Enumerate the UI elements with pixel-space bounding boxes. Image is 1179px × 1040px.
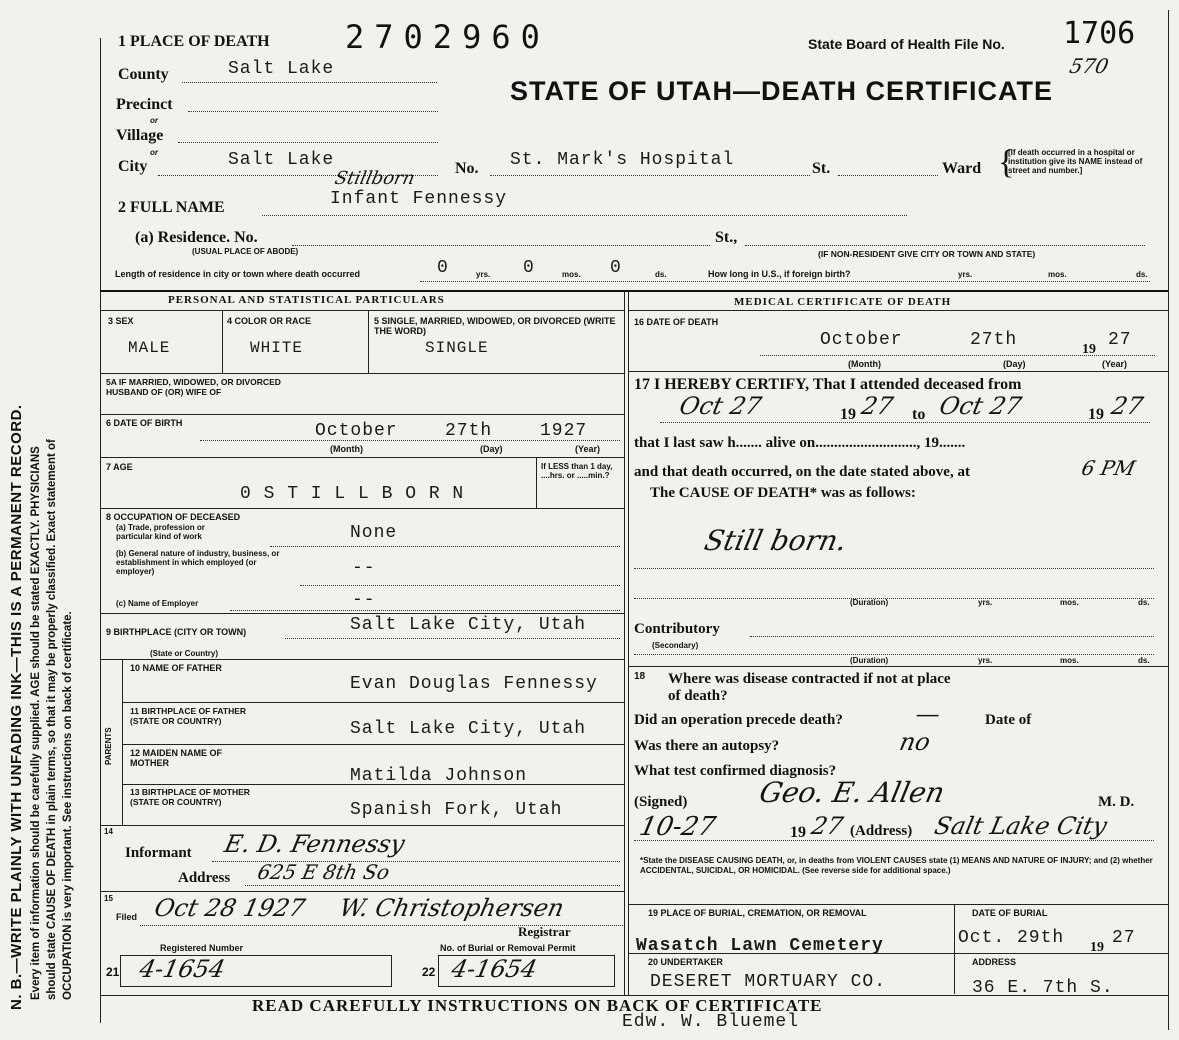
informant-address-label: Address (178, 870, 231, 886)
length-residence-label: Length of residence in city or town where death occurred (115, 269, 361, 279)
occupation-c-value: -- (352, 590, 376, 610)
burial-date-label: DATE OF BURIAL (972, 908, 1048, 918)
undertaker-name: DESERET MORTUARY CO. (650, 972, 887, 992)
informant-address: 625 E 8th So (255, 860, 392, 884)
certify-label: 17 I HEREBY CERTIFY, That I attended deceased from (634, 376, 1022, 393)
precinct-label: Precinct (116, 96, 173, 113)
death-day-label: (Day) (1003, 359, 1026, 369)
color-label: 4 COLOR OR RACE (227, 316, 312, 326)
file-number-sub: 570 (1067, 54, 1111, 78)
registered-number-label: Registered Number (160, 943, 244, 953)
date-of-label: Date of (985, 712, 1032, 728)
or-1: or (150, 116, 158, 125)
occurred-label: and that death occurred, on the date stated above, at (634, 464, 970, 480)
physician-address: Salt Lake City (932, 812, 1110, 840)
duration-mos-1: mos. (1060, 598, 1079, 607)
father-birthplace-label: 11 BIRTHPLACE OF FATHER (STATE OR COUNTRY) (130, 706, 247, 726)
cause-of-death: Still born. (701, 524, 850, 557)
mother-birthplace-value: Spanish Fork, Utah (350, 800, 563, 820)
mother-label: 12 MAIDEN NAME OF MOTHER (130, 748, 223, 768)
cause-label: The CAUSE OF DEATH* was as follows: (650, 485, 916, 501)
dob-label: 6 DATE OF BIRTH (106, 418, 183, 428)
county-label: County (118, 66, 169, 83)
sidebar-line-2: Every item of information should be carefully supplied. AGE should be stated EXACTLY. PHYSICIANS (30, 446, 42, 1000)
birthplace-sublabel: (State or Country) (150, 649, 218, 658)
signed-label: (Signed) (634, 794, 688, 810)
certificate-title: STATE OF UTAH—DEATH CERTIFICATE (510, 76, 1053, 106)
physician-signature: Geo. E. Allen (756, 776, 948, 809)
to-label: to (912, 406, 926, 423)
attended-from: Oct 27 (677, 392, 764, 420)
attended-from-year: 27 (859, 392, 896, 420)
occupation-c-label: (c) Name of Employer (116, 599, 199, 608)
sex-label: 3 SEX (108, 316, 134, 326)
length-ds: 0 (610, 258, 622, 278)
birthplace-label: 9 BIRTHPLACE (CITY OR TOWN) (106, 627, 247, 637)
item-21: 21 (106, 965, 120, 979)
medical-header: MEDICAL CERTIFICATE OF DEATH (734, 296, 952, 308)
test-label: What test confirmed diagnosis? (634, 763, 837, 779)
nonresident-note: (IF NON-RESIDENT GIVE CITY OR TOWN AND STATE) (818, 249, 1036, 259)
length-yrs-label: yrs. (476, 270, 491, 279)
dob-day-label: (Day) (480, 444, 503, 454)
to-19: 19 (1088, 406, 1104, 423)
occupation-a-value: None (350, 523, 398, 543)
foreign-birth-label: How long in U.S., if foreign birth? (708, 269, 851, 279)
burial-place-label: 19 PLACE OF BURIAL, CREMATION, OR REMOVAL (648, 908, 867, 918)
sidebar-line-4: OCCUPATION is very important. See instructions on back of certificate. (62, 611, 74, 1000)
undertaker-address-label: ADDRESS (972, 957, 1017, 967)
city-value: Salt Lake (228, 150, 335, 170)
or-2: or (150, 148, 158, 157)
death-day: 27th (970, 330, 1018, 350)
foreign-ds-label: ds. (1136, 270, 1148, 279)
street-no-value: St. Mark's Hospital (510, 150, 735, 170)
death-month-label: (Month) (848, 359, 881, 369)
burial-date: Oct. 29th (958, 928, 1065, 948)
attended-to-year: 27 (1109, 392, 1146, 420)
city-label: City (118, 158, 148, 175)
dob-year-label: (Year) (575, 444, 601, 454)
sidebar-line-1: N. B.—WRITE PLAINLY WITH UNFADING INK—THIS IS A PERMANENT RECORD. (8, 404, 25, 1010)
street-label: St. (812, 160, 831, 177)
contracted-label: Where was disease contracted if not at place of death? (668, 671, 951, 704)
item-22: 22 (422, 965, 436, 979)
undertaker-label: 20 UNDERTAKER (648, 957, 723, 967)
foreign-mos-label: mos. (1048, 270, 1067, 279)
attended-to: Oct 27 (937, 392, 1024, 420)
burial-year: 27 (1112, 928, 1136, 948)
sign-year: 27 (809, 812, 846, 840)
filed-value: Oct 28 1927 (152, 894, 308, 922)
place-of-death-label: 1 PLACE OF DEATH (118, 33, 270, 50)
operation-value: — (913, 700, 943, 728)
stamp-number: 2702960 (345, 18, 550, 56)
residence-sublabel: (USUAL PLACE OF ABODE) (192, 247, 299, 256)
street-no-label: No. (455, 160, 479, 177)
date-of-death-label: 16 DATE OF DEATH (634, 317, 719, 327)
burial-19: 19 (1090, 940, 1104, 955)
father-value: Evan Douglas Fennessy (350, 674, 598, 694)
contributory-label: Contributory (634, 621, 720, 637)
operation-label: Did an operation precede death? (634, 712, 843, 728)
death-month: October (820, 330, 903, 350)
duration-label-1: (Duration) (850, 598, 889, 607)
foreign-yrs-label: yrs. (958, 270, 973, 279)
occupation-b-value: -- (352, 558, 376, 578)
informant-value: E. D. Fennessy (222, 830, 408, 858)
sex-value: MALE (128, 339, 171, 357)
item-15: 15 (104, 894, 113, 903)
duration-yrs-2: yrs. (978, 656, 993, 665)
death-year: 27 (1108, 330, 1132, 350)
village-label: Village (116, 127, 164, 144)
registered-number: 4-1654 (137, 955, 228, 983)
sign-date: 10-27 (636, 812, 719, 842)
filed-label: Filed (116, 912, 138, 922)
dob-day: 27th (445, 421, 493, 441)
sign-19: 19 (790, 824, 806, 841)
registrar-label: Registrar (518, 924, 571, 939)
residence-label: (a) Residence. No. (135, 229, 258, 246)
age-note: If LESS than 1 day, ....hrs. or .....min.? (541, 462, 613, 480)
occupation-label: 8 OCCUPATION OF DECEASED (106, 512, 241, 522)
md-label: M. D. (1098, 794, 1135, 810)
undertaker-address: 36 E. 7th S. (972, 978, 1114, 998)
length-mos-label: mos. (562, 270, 581, 279)
sidebar-line-3: should state CAUSE OF DEATH in plain terms, so that it may be properly classified. Exact statement of (46, 439, 58, 1000)
secondary-label: (Secondary) (652, 641, 699, 650)
duration-ds-1: ds. (1138, 598, 1150, 607)
duration-ds-2: ds. (1138, 656, 1150, 665)
age-label: 7 AGE (106, 462, 133, 472)
mother-value: Matilda Johnson (350, 766, 528, 786)
spouse-label: 5A IF MARRIED, WIDOWED, OR DIVORCED HUSBAND OF (OR) WIFE OF (106, 377, 281, 397)
file-number: 1706 (1063, 16, 1136, 51)
time-of-death: 6 PM (1079, 456, 1138, 480)
death-year-label: (Year) (1102, 359, 1128, 369)
duration-label-2: (Duration) (850, 656, 889, 665)
duration-mos-2: mos. (1060, 656, 1079, 665)
full-name-value: Infant Fennessy (330, 189, 508, 209)
footer-instructions: READ CAREFULLY INSTRUCTIONS ON BACK OF CERTIFICATE (252, 996, 823, 1015)
father-label: 10 NAME OF FATHER (130, 663, 222, 673)
age-value: 0 S T I L L B O R N (240, 484, 465, 504)
birthplace-value: Salt Lake City, Utah (350, 615, 587, 635)
full-name-correction: Stillborn (332, 168, 417, 189)
duration-yrs-1: yrs. (978, 598, 993, 607)
length-ds-label: ds. (655, 270, 667, 279)
burial-permit-label: No. of Burial or Removal Permit (440, 943, 576, 953)
dob-month: October (315, 421, 398, 441)
autopsy-value: no (897, 728, 933, 756)
ward-note: [If death occurred in a hospital or institution give its NAME instead of street and number.] (1008, 148, 1143, 175)
mother-birthplace-label: 13 BIRTHPLACE OF MOTHER (STATE OR COUNTRY) (130, 787, 250, 807)
ward-label: Ward (942, 160, 982, 177)
dob-month-label: (Month) (330, 444, 363, 454)
burial-place: Wasatch Lawn Cemetery (636, 936, 884, 956)
from-19: 19 (840, 406, 856, 423)
cause-footnote: *State the DISEASE CAUSING DEATH, or, in deaths from VIOLENT CAUSES state (1) MEANS AND NATURE OF INJURY; and (2) whether ACCIDENTAL, SUICIDAL, OR HOMICIDAL. (See reverse side for additional space.) (640, 856, 1153, 875)
father-birthplace-value: Salt Lake City, Utah (350, 719, 587, 739)
item-18: 18 (634, 671, 646, 682)
registrar-signature: W. Christophersen (337, 894, 567, 922)
physician-address-label: (Address) (850, 823, 913, 839)
occupation-b-label: (b) General nature of industry, business, or establishment in which employed (or employer) (116, 549, 280, 576)
color-value: WHITE (250, 339, 304, 357)
ward-brace: { (998, 144, 1015, 181)
sidebar-instructions (0, 0, 80, 1040)
embalmer-name: Edw. W. Bluemel (622, 1012, 800, 1032)
occupation-a-label: (a) Trade, profession or particular kind of work (116, 523, 205, 541)
dob-year: 1927 (540, 421, 588, 441)
item-14: 14 (104, 827, 113, 836)
residence-st-label: St., (715, 229, 738, 246)
death-year-prefix: 19 (1082, 342, 1096, 357)
file-number-label: State Board of Health File No. (808, 36, 1005, 52)
personal-header: PERSONAL AND STATISTICAL PARTICULARS (168, 294, 445, 306)
last-saw-label: that I last saw h....... alive on..........................., 19....... (634, 435, 966, 451)
marital-label: 5 SINGLE, MARRIED, WIDOWED, OR DIVORCED (WRITE THE WORD) (374, 316, 616, 336)
parents-label: PARENTS (104, 727, 113, 765)
length-mos: 0 (523, 258, 535, 278)
burial-permit-number: 4-1654 (449, 955, 540, 983)
marital-value: SINGLE (425, 339, 489, 357)
informant-label: Informant (125, 845, 192, 861)
county-value: Salt Lake (228, 59, 335, 79)
length-yrs: 0 (437, 258, 449, 278)
autopsy-label: Was there an autopsy? (634, 738, 780, 754)
full-name-label: 2 FULL NAME (118, 199, 225, 216)
